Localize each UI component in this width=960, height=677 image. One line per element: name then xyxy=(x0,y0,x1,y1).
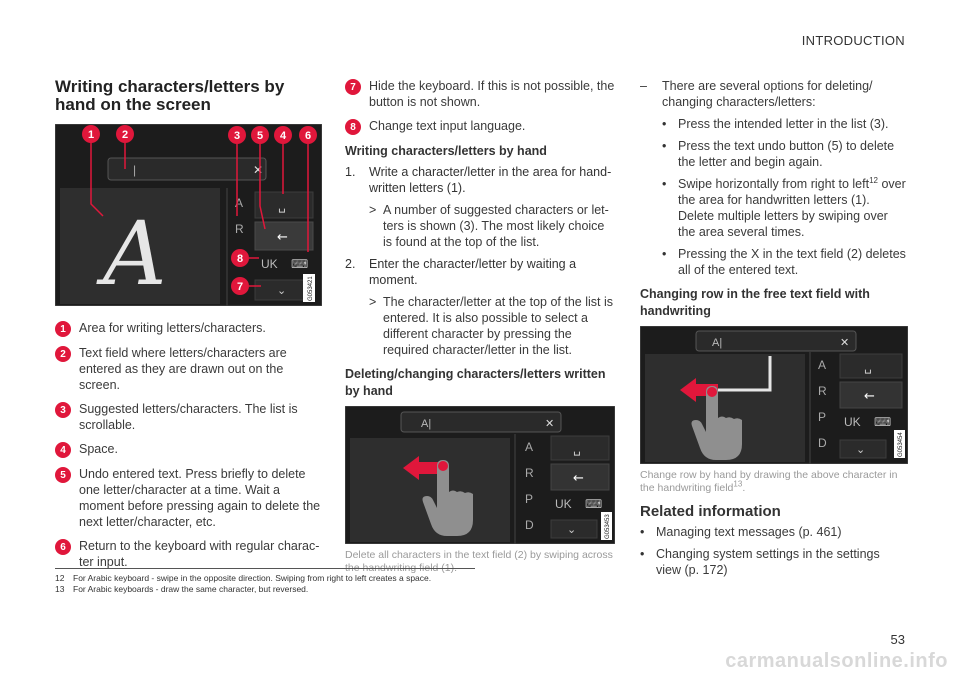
caption-part: Change row by hand by drawing the above character in the handwriting field xyxy=(640,469,898,494)
related-heading: Related information xyxy=(640,503,781,520)
dash-text: There are several options for deleting/ changing characters/letters: xyxy=(662,79,873,109)
suggestion-a: A xyxy=(818,358,827,372)
dash-marker: – xyxy=(640,79,647,93)
step-item xyxy=(345,164,615,196)
undo-arrow-icon: ← xyxy=(573,471,584,486)
step-result xyxy=(369,294,615,358)
middle-column xyxy=(345,78,615,575)
step-result xyxy=(369,202,615,250)
footnotes xyxy=(55,568,475,595)
hide-keyboard-icon: ⌄ xyxy=(856,443,866,456)
text-field-value: | xyxy=(133,163,137,177)
legend-text: Undo entered text. Press briefly to delete one letter/character at a time. Wait a moment before pressing again to delete the next letter/character, etc. xyxy=(79,467,321,529)
keyboard-icon: ⌨ xyxy=(585,497,603,511)
page-number: 53 xyxy=(890,632,905,647)
related-link[interactable]: Managing text messages (p. 461) xyxy=(656,525,842,539)
delete-swipe-figure xyxy=(345,406,615,544)
bullet-dot: • xyxy=(662,117,667,131)
legend-text: Return to the keyboard with regular charac- ter input. xyxy=(79,539,320,569)
callout-3: 3 xyxy=(233,130,241,142)
result-marker: > xyxy=(369,203,377,217)
clear-x-icon: ✕ xyxy=(545,417,555,430)
related-link[interactable]: Changing system settings in the settings view (p. 172) xyxy=(656,547,880,577)
section-header: INTRODUCTION xyxy=(801,33,905,48)
legend-text: Change text input language. xyxy=(369,119,526,133)
suggestion-p: P xyxy=(525,492,534,506)
result-text: A number of suggested characters or let- ters is shown (3). The most likely choice is found at the top of the list. xyxy=(383,203,609,249)
bullet-item xyxy=(662,246,908,278)
callout-1: 1 xyxy=(87,129,95,141)
left-column xyxy=(55,78,322,578)
step-text: Write a character/letter in the area for hand- written letters (1). xyxy=(369,165,612,195)
figure-caption xyxy=(640,469,908,495)
bullet-text xyxy=(678,176,908,240)
callout-4: 4 xyxy=(279,130,287,142)
legend-badge: 5 xyxy=(55,467,71,483)
bullet-item xyxy=(662,138,908,170)
legend-item xyxy=(345,118,615,135)
language-label: UK xyxy=(261,257,278,271)
bullet-text-part: over the area for handwritten letters (1). Delete multiple letters by swiping over the area several times. xyxy=(678,177,906,239)
figure-id-label: G053454 xyxy=(898,432,904,457)
bullet-text: Press the intended letter in the list (3). xyxy=(678,117,889,131)
legend-item xyxy=(55,466,322,530)
footnote-ref: 12 xyxy=(869,175,878,185)
legend-text: Suggested letters/characters. The list is scrollable. xyxy=(79,402,298,432)
step-number: 1. xyxy=(345,165,356,179)
bullet-item xyxy=(662,176,908,240)
handwriting-screen-figure xyxy=(55,124,322,306)
hide-keyboard-icon: ⌄ xyxy=(567,523,577,536)
related-item[interactable] xyxy=(640,546,908,578)
footnote-text: For Arabic keyboard - swipe in the opposite direction. Swiping from right to left creates a space. xyxy=(73,573,432,583)
bullet-dot: • xyxy=(662,139,667,153)
suggestion-d: D xyxy=(818,436,827,450)
legend-item xyxy=(345,78,615,110)
footnote xyxy=(55,573,475,584)
callout-6: 6 xyxy=(304,130,312,142)
suggestion-r: R xyxy=(525,466,534,480)
bullet-text: Press the text undo button (5) to delete the letter and begin again. xyxy=(678,139,895,169)
legend-list xyxy=(55,320,322,570)
legend-text: Hide the keyboard. If this is not possible, the button is not shown. xyxy=(369,79,615,109)
bullet-dot: • xyxy=(640,525,645,539)
suggestion-r: R xyxy=(818,384,827,398)
caption-part: . xyxy=(742,482,746,494)
page-title: Writing characters/letters by hand on the screen xyxy=(55,77,285,114)
space-icon: ␣ xyxy=(278,199,286,213)
figure-id-label: G053453 xyxy=(605,514,611,539)
callout-5: 5 xyxy=(256,130,264,142)
step-text: Enter the character/letter by waiting a moment. xyxy=(369,257,577,287)
language-label: UK xyxy=(844,415,861,429)
footnote-number: 13 xyxy=(55,584,65,594)
callout-7: 7 xyxy=(236,281,244,293)
bullet-item xyxy=(662,116,908,132)
step-number: 2. xyxy=(345,257,356,271)
text-field-value: A| xyxy=(421,418,432,430)
suggestion-d: D xyxy=(525,518,534,532)
bullet-dot: • xyxy=(640,547,645,561)
legend-badge: 3 xyxy=(55,402,71,418)
footnote-text: For Arabic keyboards - draw the same character, but reversed. xyxy=(73,584,309,594)
language-label: UK xyxy=(555,497,572,511)
suggestion-a: A xyxy=(525,440,534,454)
text-field-value: A| xyxy=(712,337,723,349)
figure-caption: Delete all characters in the text field (2) by swiping across the handwriting field (1). xyxy=(345,549,613,574)
callout-2: 2 xyxy=(121,129,129,141)
clear-x-icon: ✕ xyxy=(253,163,264,177)
watermark: carmanualsonline.info xyxy=(725,650,948,672)
step-item xyxy=(345,256,615,288)
legend-item xyxy=(55,538,322,570)
bullet-dot: • xyxy=(662,247,667,261)
undo-arrow-icon: ← xyxy=(864,389,875,404)
dash-item xyxy=(640,78,908,110)
legend-text: Space. xyxy=(79,442,118,456)
row-heading: Changing row in the free text field with handwriting xyxy=(640,287,870,318)
undo-arrow-icon: ← xyxy=(277,230,288,245)
bullet-text-part: Swipe horizontally from right to left xyxy=(678,177,870,191)
delete-heading: Deleting/changing characters/letters written by hand xyxy=(345,367,606,398)
legend-badge: 4 xyxy=(55,442,71,458)
bullet-text: Pressing the X in the text field (2) deletes all of the entered text. xyxy=(678,247,906,277)
keyboard-icon: ⌨ xyxy=(291,257,309,271)
legend-item xyxy=(55,345,322,393)
result-marker: > xyxy=(369,295,377,309)
suggestion-p: P xyxy=(818,410,827,424)
callout-8: 8 xyxy=(236,253,244,265)
legend-badge: 8 xyxy=(345,119,361,135)
keyboard-icon: ⌨ xyxy=(874,415,892,429)
bullet-dot: • xyxy=(662,177,667,191)
legend-badge: 6 xyxy=(55,539,71,555)
handwriting-heading: Writing characters/letters by hand xyxy=(345,144,547,158)
suggestion-a: A xyxy=(235,196,244,210)
legend-text: Text field where letters/characters are entered as they are drawn out on the screen. xyxy=(79,346,287,392)
right-column xyxy=(640,78,908,584)
footnote-number: 12 xyxy=(55,573,65,583)
footnote xyxy=(55,584,475,595)
legend-text: Area for writing letters/characters. xyxy=(79,321,266,335)
legend-item xyxy=(55,320,322,337)
legend-item xyxy=(55,401,322,433)
figure-id-label: G053421 xyxy=(308,276,314,301)
footnote-ref: 13 xyxy=(733,479,743,489)
suggestion-r: R xyxy=(235,222,244,236)
legend-badge: 2 xyxy=(55,346,71,362)
space-icon: ␣ xyxy=(864,360,872,374)
legend-badge: 1 xyxy=(55,321,71,337)
space-icon: ␣ xyxy=(573,442,581,456)
legend-item xyxy=(55,441,322,458)
handwritten-letter: A xyxy=(103,202,167,305)
hide-keyboard-icon: ⌄ xyxy=(277,284,287,297)
clear-x-icon: ✕ xyxy=(840,336,850,349)
change-row-figure xyxy=(640,326,908,464)
related-item[interactable] xyxy=(640,524,908,540)
result-text: The character/letter at the top of the list is entered. It is also possible to select a different character by pressing the required character/letter in the list. xyxy=(383,295,613,357)
legend-badge: 7 xyxy=(345,79,361,95)
